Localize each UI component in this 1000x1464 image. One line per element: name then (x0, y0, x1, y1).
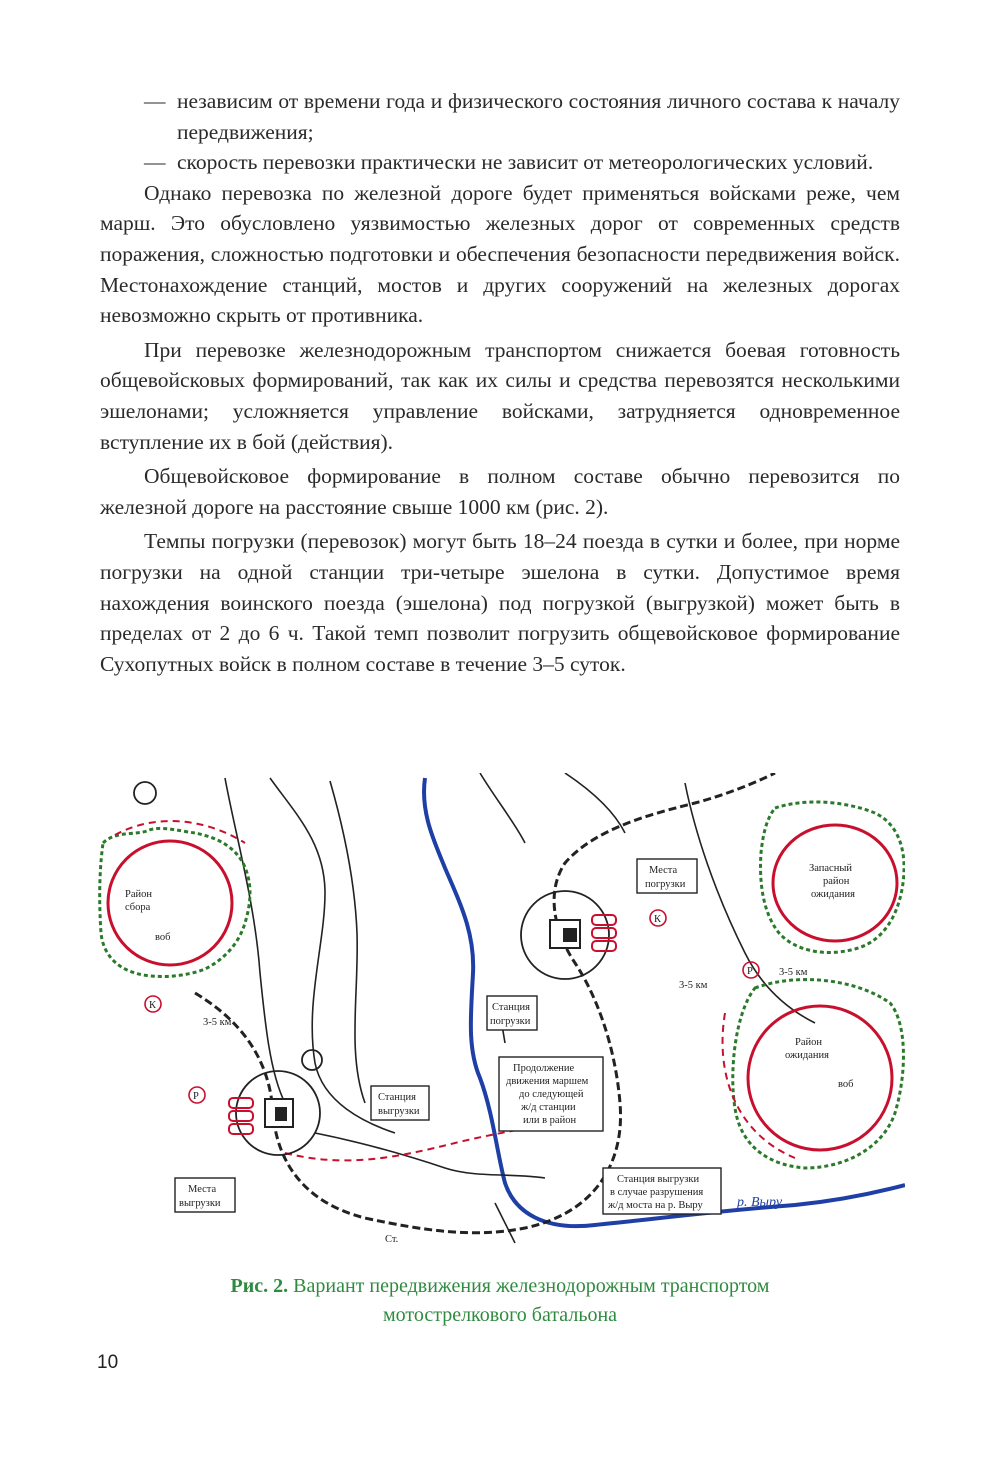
continuation-label: движения маршем (506, 1076, 589, 1087)
list-dash: — (144, 150, 166, 175)
figure-map (95, 773, 905, 1253)
paragraph: Общевойсковое формирование в полном составе обычно перевозится по железной дороге на расстояние свыше 1000 км (рис. 2). (100, 464, 900, 519)
loading-station-label: погрузки (490, 1016, 531, 1027)
vob-label: воб (155, 932, 171, 943)
unloading-station-label: выгрузки (378, 1106, 420, 1117)
paragraph: Темпы погрузки (перевозок) могут быть 18–24 поезда в сутки и более, при норме погрузки на одной станции три-четыре эшелона в сутки. Допустимое время нахождения воинского поезда (эшелона) под погрузкой (выгрузкой) может быть в пределах от 2 до 6 ч. Такой темп позволит погрузить общевойсковое формирование Сухопутных войск в полном составе в течение 3–5 суток. (100, 529, 900, 676)
distance-label: 3-5 км (679, 980, 708, 991)
unloading-bridge-label: Станция выгрузки (617, 1174, 700, 1185)
caption-line-2: мотострелкового батальона (382, 1304, 618, 1326)
reserve-area-label: ожидания (811, 889, 855, 900)
marker-k: К (149, 1000, 157, 1011)
small-station-label: Ст. (385, 1234, 399, 1245)
marker-k: К (654, 914, 662, 925)
page-number: 10 (97, 1352, 119, 1373)
movement-arrow (723, 1013, 795, 1158)
paragraph: При перевозке железнодорожным транспортом снижается боевая готовность общевойсковых формирований, так как их силы и средства перевозятся несколькими эшелонами; усложняется управление войсками, затрудняется одновременное вступление их в бой (действия). (100, 337, 900, 454)
railway-line (195, 773, 775, 1233)
caption-label: Рис. 2. (230, 1275, 289, 1297)
road-line (315, 1133, 545, 1178)
loading-places-label: Места (649, 865, 678, 876)
train-wagons-unloading (229, 1098, 253, 1134)
paragraph: Однако перевозка по железной дороге будет применяться войсками реже, чем марш. Это обусловлено уязвимостью железных дорог от современных средств поражения, сложностью подготовки и обеспечения безопасности передвижения войск. Местонахождение станций, мостов и других сооружений на железных дорогах невозможно скрыть от противника. (100, 180, 900, 328)
forest-outline (733, 980, 904, 1168)
road-line (270, 778, 395, 1133)
list-item (100, 147, 900, 178)
caption-text: Вариант передвижения железнодорожным транспортом (293, 1275, 770, 1297)
figure-caption (100, 1272, 900, 1330)
command-post-icon (302, 1050, 322, 1070)
continuation-label: ж/д станции (521, 1102, 576, 1113)
unloading-bridge-label: в случае разрушения (610, 1187, 704, 1198)
continuation-label: до следующей (519, 1089, 584, 1100)
reserve-area-label: Запасный (809, 863, 853, 874)
marker-r: Р (747, 966, 753, 977)
list-item (100, 86, 900, 147)
marker-r: Р (193, 1091, 199, 1102)
caption-line-1 (100, 1272, 900, 1301)
continuation-label: Продолжение (513, 1063, 575, 1074)
assembly-area-label: сбора (125, 902, 151, 913)
map-svg (95, 773, 905, 1253)
continuation-label: или в район (523, 1115, 577, 1126)
list-item-text: скорость перевозки практически не зависит от метеорологических условий. (177, 150, 874, 175)
waiting-area-outline (748, 1006, 892, 1150)
unloading-bridge-label: ж/д моста на р. Выру (608, 1200, 703, 1211)
body-text (100, 86, 900, 679)
loading-places-label: погрузки (645, 879, 686, 890)
command-post-icon (134, 782, 156, 804)
loading-station-label: Станция (492, 1002, 530, 1013)
reserve-area-label: район (823, 876, 850, 887)
unloading-places-label: Места (188, 1184, 217, 1195)
assembly-area-label: Район (125, 889, 152, 900)
list-item-text: независим от времени года и физического состояния личного состава к началу передвижения; (177, 89, 900, 144)
forest-outline (100, 828, 250, 976)
list-dash: — (144, 89, 166, 113)
road-line (330, 781, 365, 1103)
unloading-station-label: Станция (378, 1092, 416, 1103)
waiting-area-label: ожидания (785, 1050, 829, 1061)
waiting-area-label: Район (795, 1037, 822, 1048)
train-wagons-loading (592, 915, 616, 951)
unloading-places-label: выгрузки (179, 1198, 221, 1209)
distance-label: 3-5 км (203, 1017, 232, 1028)
vob-label: воб (838, 1079, 854, 1090)
river-label: р. Выру (737, 1195, 783, 1210)
distance-label: 3-5 км (779, 967, 808, 978)
road-line (225, 778, 285, 1103)
